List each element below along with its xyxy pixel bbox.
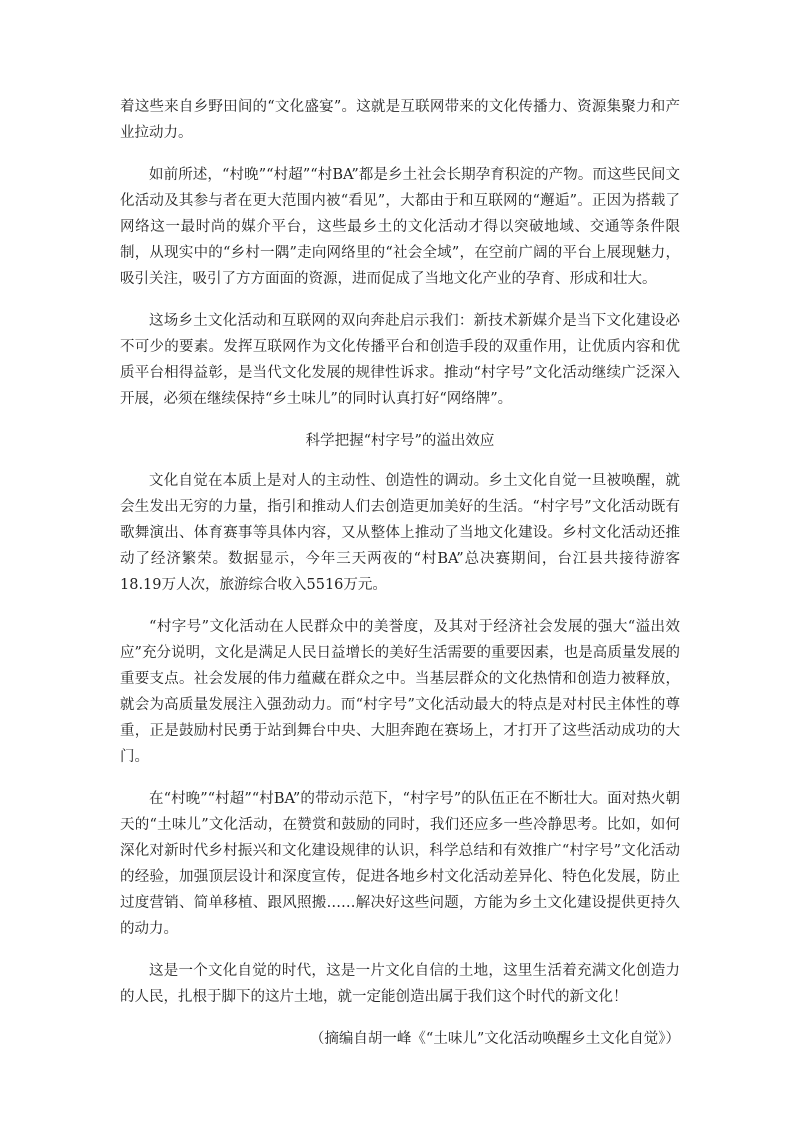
paragraph: 如前所述，“村晚”“村超”“村BA”都是乡土社会长期孕育积淀的产物。而这些民间文化活动及其参与者在更大范围内被“看见”，大都由于和互联网的“邂逅”。正因为搭载了网络这一最时尚的媒介平台，这些最乡土的文化活动才得以突破地域、交通等条件限制，从现实中的“乡村一隅”走向网络里的“社会全域”，在空前广阔的平台上展现魅力，吸引关注，吸引了方方面面的资源，进而促成了当地文化产业的孕育、形成和壮大。 — [120, 167, 680, 287]
section-heading: 科学把握“村字号”的溢出效应 — [305, 433, 495, 449]
paragraph: 在“村晚”“村超”“村BA”的带动示范下，“村字号”的队伍正在不断壮大。面对热火朝天的“土味儿”文化活动，在赞赏和鼓励的同时，我们还应多一些冷静思考。比如，如何深化对新时代乡村振兴和文化建设规律的认识，科学总结和有效推广“村字号”文化活动的经验，加强顶层设计和深度宣传，促进各地乡村文化活动差异化、特色化发展，防止过度营销、简单移植、跟风照搬……解决好这些问题，方能为乡土文化建设提供更持久的动力。 — [120, 791, 680, 937]
paragraph: 这是一个文化自觉的时代，这是一片文化自信的土地，这里生活着充满文化创造力的人民，扎根于脚下的这片土地，就一定能创造出属于我们这个时代的新文化！ — [120, 963, 680, 1005]
article-body — [120, 94, 680, 1068]
paragraph: 这场乡土文化活动和互联网的双向奔赴启示我们：新技术新媒介是当下文化建设必不可少的要素。发挥互联网作为文化传播平台和创造手段的双重作用，让优质内容和优质平台相得益彰，是当代文化发展的规律性诉求。推动“村字号”文化活动继续广泛深入开展，必须在继续保持“乡土味儿”的同时认真打好“网络牌”。 — [120, 313, 680, 407]
paragraph: “村字号”文化活动在人民群众中的美誉度，及其对于经济社会发展的强大“溢出效应”充分说明，文化是满足人民日益增长的美好生活需要的重要因素，也是高质量发展的重要支点。社会发展的伟力蕴藏在群众之中。当基层群众的文化热情和创造力被释放，就会为高质量发展注入强劲动力。而“村字号”文化活动最大的特点是对村民主体性的尊重，正是鼓励村民勇于站到舞台中央、大胆奔跑在赛场上，才打开了这些活动成功的大门。 — [120, 619, 680, 765]
paragraph-continuation: 着这些来自乡野田间的“文化盛宴”。这就是互联网带来的文化传播力、资源集聚力和产业拉动力。 — [120, 99, 680, 141]
paragraph: 文化自觉在本质上是对人的主动性、创造性的调动。乡土文化自觉一旦被唤醒，就会生发出无穷的力量，指引和推动人们去创造更加美好的生活。“村字号”文化活动既有歌舞演出、体育赛事等具体内容，又从整体上推动了当地文化建设。乡村文化活动还推动了经济繁荣。数据显示，今年三天两夜的“村BA”总决赛期间，台江县共接待游客18.19万人次，旅游综合收入5516万元。 — [120, 473, 680, 593]
source-citation: （摘编自胡一峰《“土味儿”文化活动唤醒乡土文化自觉》） — [309, 1031, 680, 1047]
